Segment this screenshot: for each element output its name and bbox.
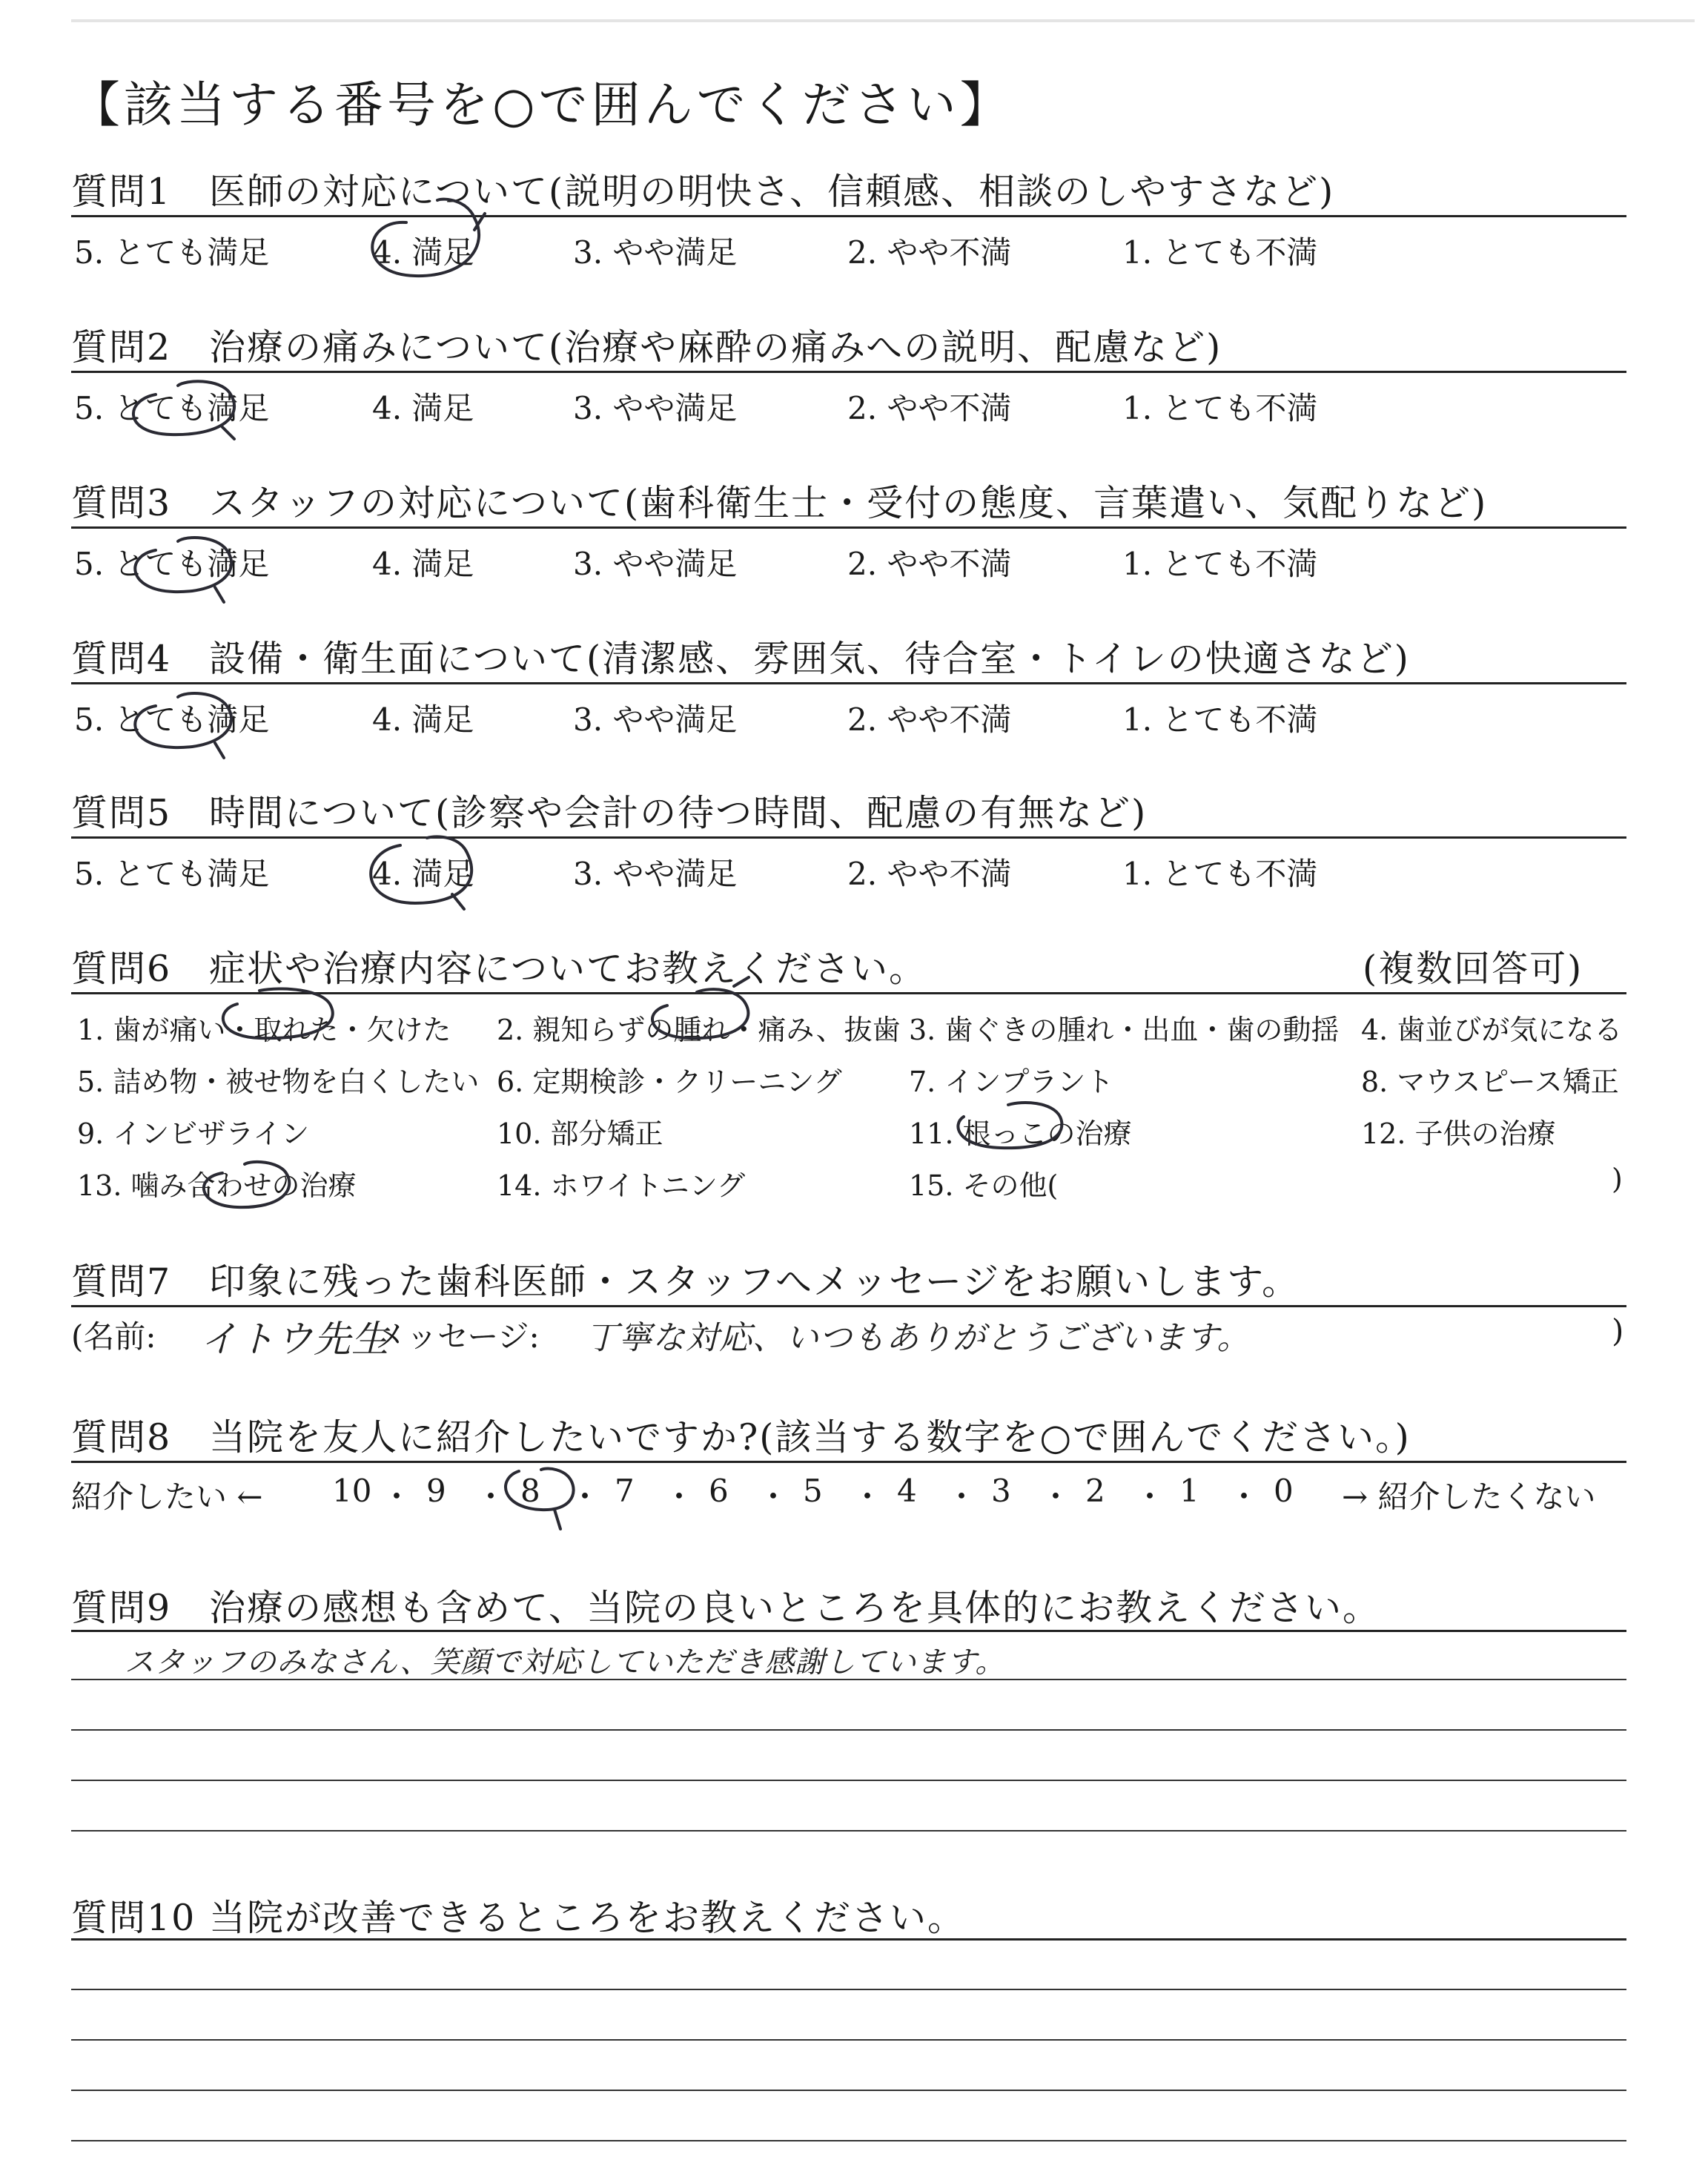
recommend-left-label: 紹介したい ← [71, 1479, 263, 1515]
question-text: 設備・衛生面について(清潔感、雰囲気、待合室・トイレの快適さなど) [209, 638, 1410, 680]
option-1[interactable]: 1. とても不満 [1122, 856, 1318, 892]
option-5[interactable]: 5. とても満足 [74, 234, 270, 271]
question-number: 質問3 [71, 482, 172, 524]
question-5 [71, 785, 1628, 836]
question-rule [71, 371, 1626, 373]
form-header: 【該当する番号を○で囲んでください】 [71, 76, 1013, 133]
option-1[interactable]: 1. とても不満 [1122, 701, 1318, 738]
symptom-option[interactable]: 3. 歯ぐきの腫れ・出血・歯の動揺 [909, 1014, 1340, 1046]
question-number: 質問5 [71, 792, 172, 834]
question-10 [71, 1889, 1628, 1941]
message-label: メッセージ: [375, 1318, 540, 1355]
option-3[interactable]: 3. やや満足 [573, 546, 738, 582]
question-number: 質問9 [71, 1587, 172, 1629]
message-value[interactable]: 丁寧な対応、いつもありがとうございます。 [586, 1319, 1251, 1357]
question-rule [71, 836, 1626, 839]
option-1[interactable]: 1. とても不満 [1122, 546, 1318, 582]
answer-line[interactable] [71, 1679, 1626, 1680]
option-4[interactable]: 4. 満足 [372, 546, 474, 582]
answer-line[interactable] [71, 1989, 1626, 1990]
scale-value[interactable]: 10 [332, 1473, 372, 1509]
question-text: 治療の感想も含めて、当院の良いところを具体的にお教えください。 [209, 1587, 1381, 1629]
question-7 [71, 1253, 1628, 1305]
question-text: 当院が改善できるところをお教えください。 [209, 1897, 966, 1939]
symptom-option[interactable]: 7. インプラント [909, 1066, 1114, 1098]
question-text: 印象に残った歯科医師・スタッフへメッセージをお願いします。 [209, 1261, 1300, 1303]
scale-separator: ・ [852, 1479, 884, 1515]
option-3[interactable]: 3. やや満足 [573, 390, 738, 426]
question-2 [71, 319, 1628, 371]
symptom-option[interactable]: 1. 歯が痛い・取れた・欠けた [77, 1014, 451, 1046]
question-rule [71, 1938, 1626, 1941]
answer-line[interactable] [71, 2039, 1626, 2041]
option-2[interactable]: 2. やや不満 [847, 856, 1012, 892]
question-rule [71, 215, 1626, 217]
symptom-option[interactable]: 13. 噛み合わせの治療 [77, 1169, 357, 1202]
option-4[interactable]: 4. 満足 [372, 234, 474, 271]
scale-separator: ・ [1040, 1479, 1072, 1515]
symptom-option[interactable]: 2. 親知らずの腫れ・痛み、抜歯 [497, 1014, 901, 1046]
symptom-option[interactable]: 10. 部分矯正 [497, 1117, 663, 1150]
symptom-option[interactable]: 12. 子供の治療 [1361, 1117, 1556, 1150]
question-number: 質問1 [71, 171, 172, 213]
question-rule [71, 682, 1626, 684]
question-number: 質問4 [71, 638, 172, 680]
question-3 [71, 475, 1628, 526]
question-8 [71, 1409, 1628, 1461]
question-number: 質問8 [71, 1416, 172, 1459]
scale-value[interactable]: 2 [1085, 1473, 1105, 1509]
option-2[interactable]: 2. やや不満 [847, 546, 1012, 582]
question-rule [71, 1461, 1626, 1463]
scale-separator: ・ [569, 1479, 601, 1515]
question-text: 症状や治療内容についてお教えください。 [209, 948, 927, 990]
answer-text[interactable]: スタッフのみなさん、笑顔で対応していただき感謝しています。 [125, 1645, 1006, 1680]
option-3[interactable]: 3. やや満足 [573, 234, 738, 271]
name-label: (名前: [71, 1318, 156, 1355]
question-number: 質問2 [71, 326, 172, 369]
multiple-answer-note: (複数回答可) [1363, 948, 1583, 990]
option-5[interactable]: 5. とても満足 [74, 546, 270, 582]
option-1[interactable]: 1. とても不満 [1122, 390, 1318, 426]
question-number: 質問6 [71, 948, 172, 990]
option-5[interactable]: 5. とても満足 [74, 701, 270, 738]
symptom-option[interactable]: 4. 歯並びが気になる [1361, 1014, 1623, 1046]
option-5[interactable]: 5. とても満足 [74, 390, 270, 426]
option-3[interactable]: 3. やや満足 [573, 856, 738, 892]
question-4 [71, 630, 1628, 682]
answer-line[interactable] [71, 1780, 1626, 1781]
question-text: 医師の対応について(説明の明快さ、信頼感、相談のしやすさなど) [209, 171, 1335, 213]
top-border [71, 19, 1695, 22]
scale-value[interactable]: 0 [1274, 1473, 1294, 1509]
question-number: 質問10 [71, 1897, 196, 1939]
message-close-paren: ) [1612, 1312, 1624, 1349]
question-text: スタッフの対応について(歯科衛生士・受付の態度、言葉遣い、気配りなど) [209, 482, 1488, 524]
symptom-option-other[interactable]: 15. その他( [909, 1169, 1059, 1202]
option-1[interactable]: 1. とても不満 [1122, 234, 1318, 271]
option-3[interactable]: 3. やや満足 [573, 701, 738, 738]
question-number: 質問7 [71, 1261, 172, 1303]
scale-value[interactable]: 9 [426, 1473, 446, 1509]
option-2[interactable]: 2. やや不満 [847, 701, 1012, 738]
scale-separator: ・ [758, 1479, 790, 1515]
scale-separator: ・ [946, 1479, 978, 1515]
question-rule [71, 992, 1626, 994]
scale-value[interactable]: 3 [991, 1473, 1011, 1509]
scale-value[interactable]: 8 [520, 1473, 540, 1509]
answer-line[interactable] [71, 2090, 1626, 2091]
symptom-option[interactable]: 9. インビザライン [77, 1117, 310, 1150]
scale-value[interactable]: 4 [897, 1473, 917, 1509]
option-2[interactable]: 2. やや不満 [847, 234, 1012, 271]
answer-line[interactable] [71, 2140, 1626, 2141]
other-close-paren: ) [1612, 1163, 1623, 1195]
question-text: 治療の痛みについて(治療や麻酔の痛みへの説明、配慮など) [209, 326, 1222, 369]
scale-separator: ・ [1228, 1479, 1260, 1515]
option-5[interactable]: 5. とても満足 [74, 856, 270, 892]
question-1 [71, 163, 1628, 215]
scale-separator: ・ [1134, 1479, 1166, 1515]
symptom-option[interactable]: 6. 定期検診・クリーニング [497, 1066, 842, 1098]
option-4[interactable]: 4. 満足 [372, 701, 474, 738]
question-9 [71, 1579, 1628, 1631]
scale-value[interactable]: 1 [1179, 1473, 1199, 1509]
symptom-option[interactable]: 11. 根っこの治療 [909, 1117, 1132, 1150]
scale-separator: ・ [381, 1479, 413, 1515]
scale-value[interactable]: 7 [615, 1473, 635, 1509]
answer-line[interactable] [71, 1830, 1626, 1832]
symptom-option[interactable]: 5. 詰め物・被せ物を白くしたい [77, 1066, 480, 1098]
answer-line[interactable] [71, 1729, 1626, 1731]
scale-separator: ・ [475, 1479, 507, 1515]
question-rule [71, 1305, 1626, 1307]
question-text: 当院を友人に紹介したいですか?(該当する数字を○で囲んでください。) [209, 1416, 1411, 1459]
recommend-right-label: → 紹介したくない [1342, 1479, 1596, 1515]
symptom-option[interactable]: 14. ホワイトニング [497, 1169, 746, 1202]
scale-value[interactable]: 6 [709, 1473, 729, 1509]
scale-value[interactable]: 5 [803, 1473, 823, 1509]
question-text: 時間について(診察や会計の待つ時間、配慮の有無など) [209, 792, 1148, 834]
question-rule [71, 526, 1626, 529]
scale-separator: ・ [663, 1479, 695, 1515]
question-rule [71, 1630, 1626, 1632]
option-2[interactable]: 2. やや不満 [847, 390, 1012, 426]
name-value[interactable]: イトウ先生 [200, 1318, 389, 1361]
symptom-option[interactable]: 8. マウスピース矯正 [1361, 1066, 1619, 1098]
option-4[interactable]: 4. 満足 [372, 390, 474, 426]
option-4[interactable]: 4. 満足 [372, 856, 474, 892]
